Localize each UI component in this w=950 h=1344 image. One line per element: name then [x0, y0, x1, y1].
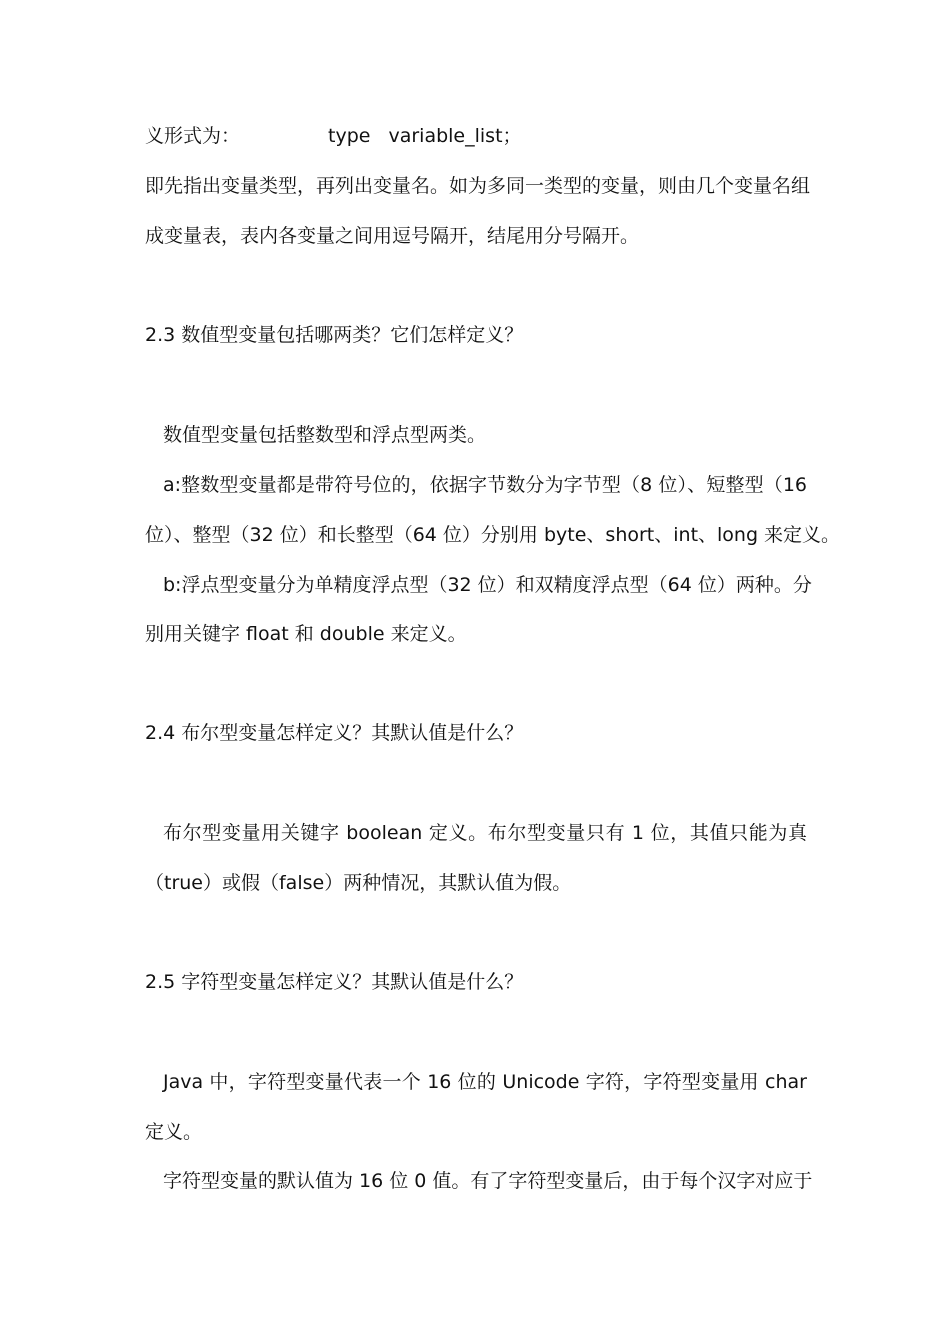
paragraph-line: 布尔型变量用关键字 boolean 定义。布尔型变量只有 1 位，其值只能为真: [163, 822, 807, 844]
paragraph-line: 数值型变量包括整数型和浮点型两类。: [163, 424, 487, 446]
definition-variable-list: variable_list；: [388, 125, 522, 147]
definition-type-keyword: type: [328, 125, 371, 147]
paragraph-line: 位）、整型（32 位）和长整型（64 位）分别用 byte、short、int、long 来定义。: [145, 524, 841, 546]
paragraph-line: 字符型变量的默认值为 16 位 0 值。有了字符型变量后，由于每个汉字对应于: [163, 1170, 813, 1192]
section-heading-2-4: 2.4 布尔型变量怎样定义？其默认值是什么？: [145, 722, 524, 744]
paragraph-line: 定义。: [145, 1121, 203, 1143]
paragraph-line: 即先指出变量类型，再列出变量名。如为多同一类型的变量，则由几个变量名组: [145, 175, 811, 197]
paragraph-line: Java 中，字符型变量代表一个 16 位的 Unicode 字符，字符型变量用 char: [163, 1071, 807, 1093]
definition-form-label: 义形式为：: [145, 125, 241, 147]
section-heading-2-3: 2.3 数值型变量包括哪两类？它们怎样定义？: [145, 324, 524, 346]
paragraph-line: a:整数型变量都是带符号位的，依据字节数分为字节型（8 位）、短整型（16: [163, 474, 807, 496]
paragraph-line: 别用关键字 float 和 double 来定义。: [145, 623, 467, 645]
paragraph-line: 成变量表，表内各变量之间用逗号隔开，结尾用分号隔开。: [145, 225, 640, 247]
paragraph-line: b:浮点型变量分为单精度浮点型（32 位）和双精度浮点型（64 位）两种。分: [163, 574, 812, 596]
paragraph-line: （true）或假（false）两种情况，其默认值为假。: [145, 872, 572, 894]
section-heading-2-5: 2.5 字符型变量怎样定义？其默认值是什么？: [145, 971, 524, 993]
definition-form-line: [145, 123, 807, 149]
